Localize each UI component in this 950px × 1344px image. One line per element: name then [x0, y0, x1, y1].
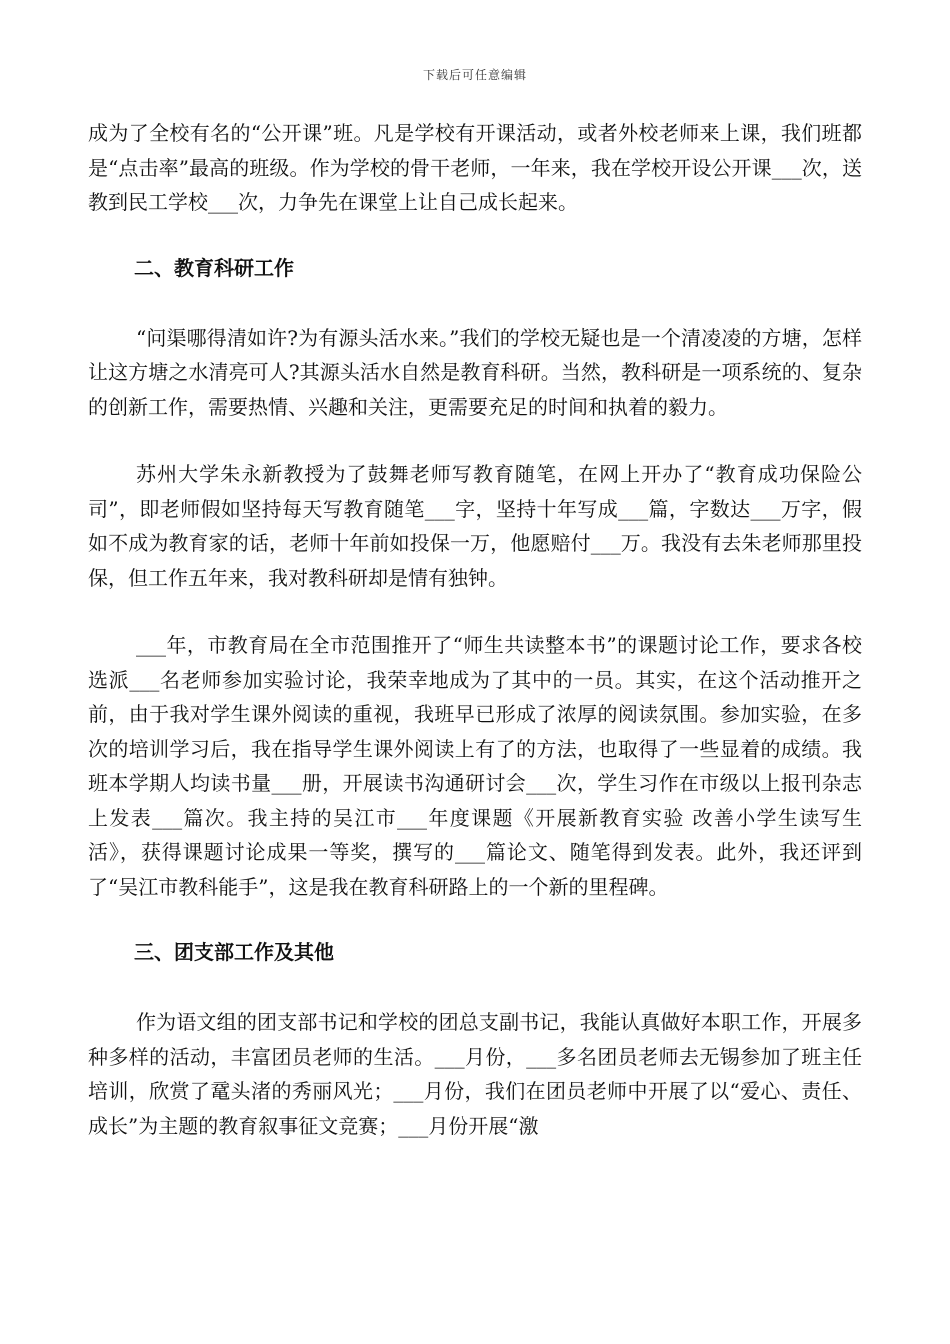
paragraph-2: “问渠哪得清如许?为有源头活水来。”我们的学校无疑也是一个清凌凌的方塘，怎样让这方塘之水清亮可人?其源头活水自然是教育科研。当然，教科研是一项系统的、复杂的创新工作，需要热情、兴趣和关注，更需要充足的时间和执着的毅力。: [88, 325, 862, 419]
paragraph-1: 成为了全校有名的“公开课”班。凡是学校有开课活动，或者外校老师来上课，我们班都是“点击率”最高的班级。作为学校的骨干老师，一年来，我在学校开设公开课___次，送教到民工学校___次，力争先在课堂上让自己成长起来。: [88, 121, 862, 214]
paragraph-4: ___年，市教育局在全市范围推开了“师生共读整本书”的课题讨论工作，要求各校选派___名老师参加实验讨论，我荣幸地成为了其中的一员。其实，在这个活动推开之前，由于我对学生课外阅读的重视，我班早已形成了浓厚的阅读氛围。参加实验，在多次的培训学习后，我在指导学生课外阅读上有了的方法，也取得了一些显着的成绩。我班本学期人均读书量___册，开展读书沟通研讨会___次，学生习作在市级以上报刊杂志上发表___篇次。我主持的吴江市___年度课题《开展新教育实验 改善小学生读写生活》，获得课题讨论成果一等奖，撰写的___篇论文、随笔得到发表。此外，我还评到了“吴江市教科能手”，这是我在教育科研路上的一个新的里程碑。: [88, 633, 862, 899]
paragraph-3: 苏州大学朱永新教授为了鼓舞老师写教育随笔，在网上开办了“教育成功保险公司”，即老师假如坚持每天写教育随笔___字，坚持十年写成___篇，字数达___万字，假如不成为教育家的话，老师十年前如投保一万，他愿赔付___万。我没有去朱老师那里投保，但工作五年来，我对教科研却是情有独钟。: [88, 462, 862, 590]
document-body: [88, 116, 862, 1176]
paragraph-5: 作为语文组的团支部书记和学校的团总支副书记，我能认真做好本职工作，开展多种多样的活动，丰富团员老师的生活。___月份，___多名团员老师去无锡参加了班主任培训，欣赏了鼋头渚的秀丽风光；___月份，我们在团员老师中开展了以“爱心、责任、成长”为主题的教育叙事征文竞赛；___月份开展“激: [88, 1010, 862, 1138]
page-header: 下载后可任意编辑: [422, 68, 527, 82]
section-heading-league-branch: 三、团支部工作及其他: [134, 940, 334, 964]
section-heading-research: 二、教育科研工作: [134, 255, 294, 280]
